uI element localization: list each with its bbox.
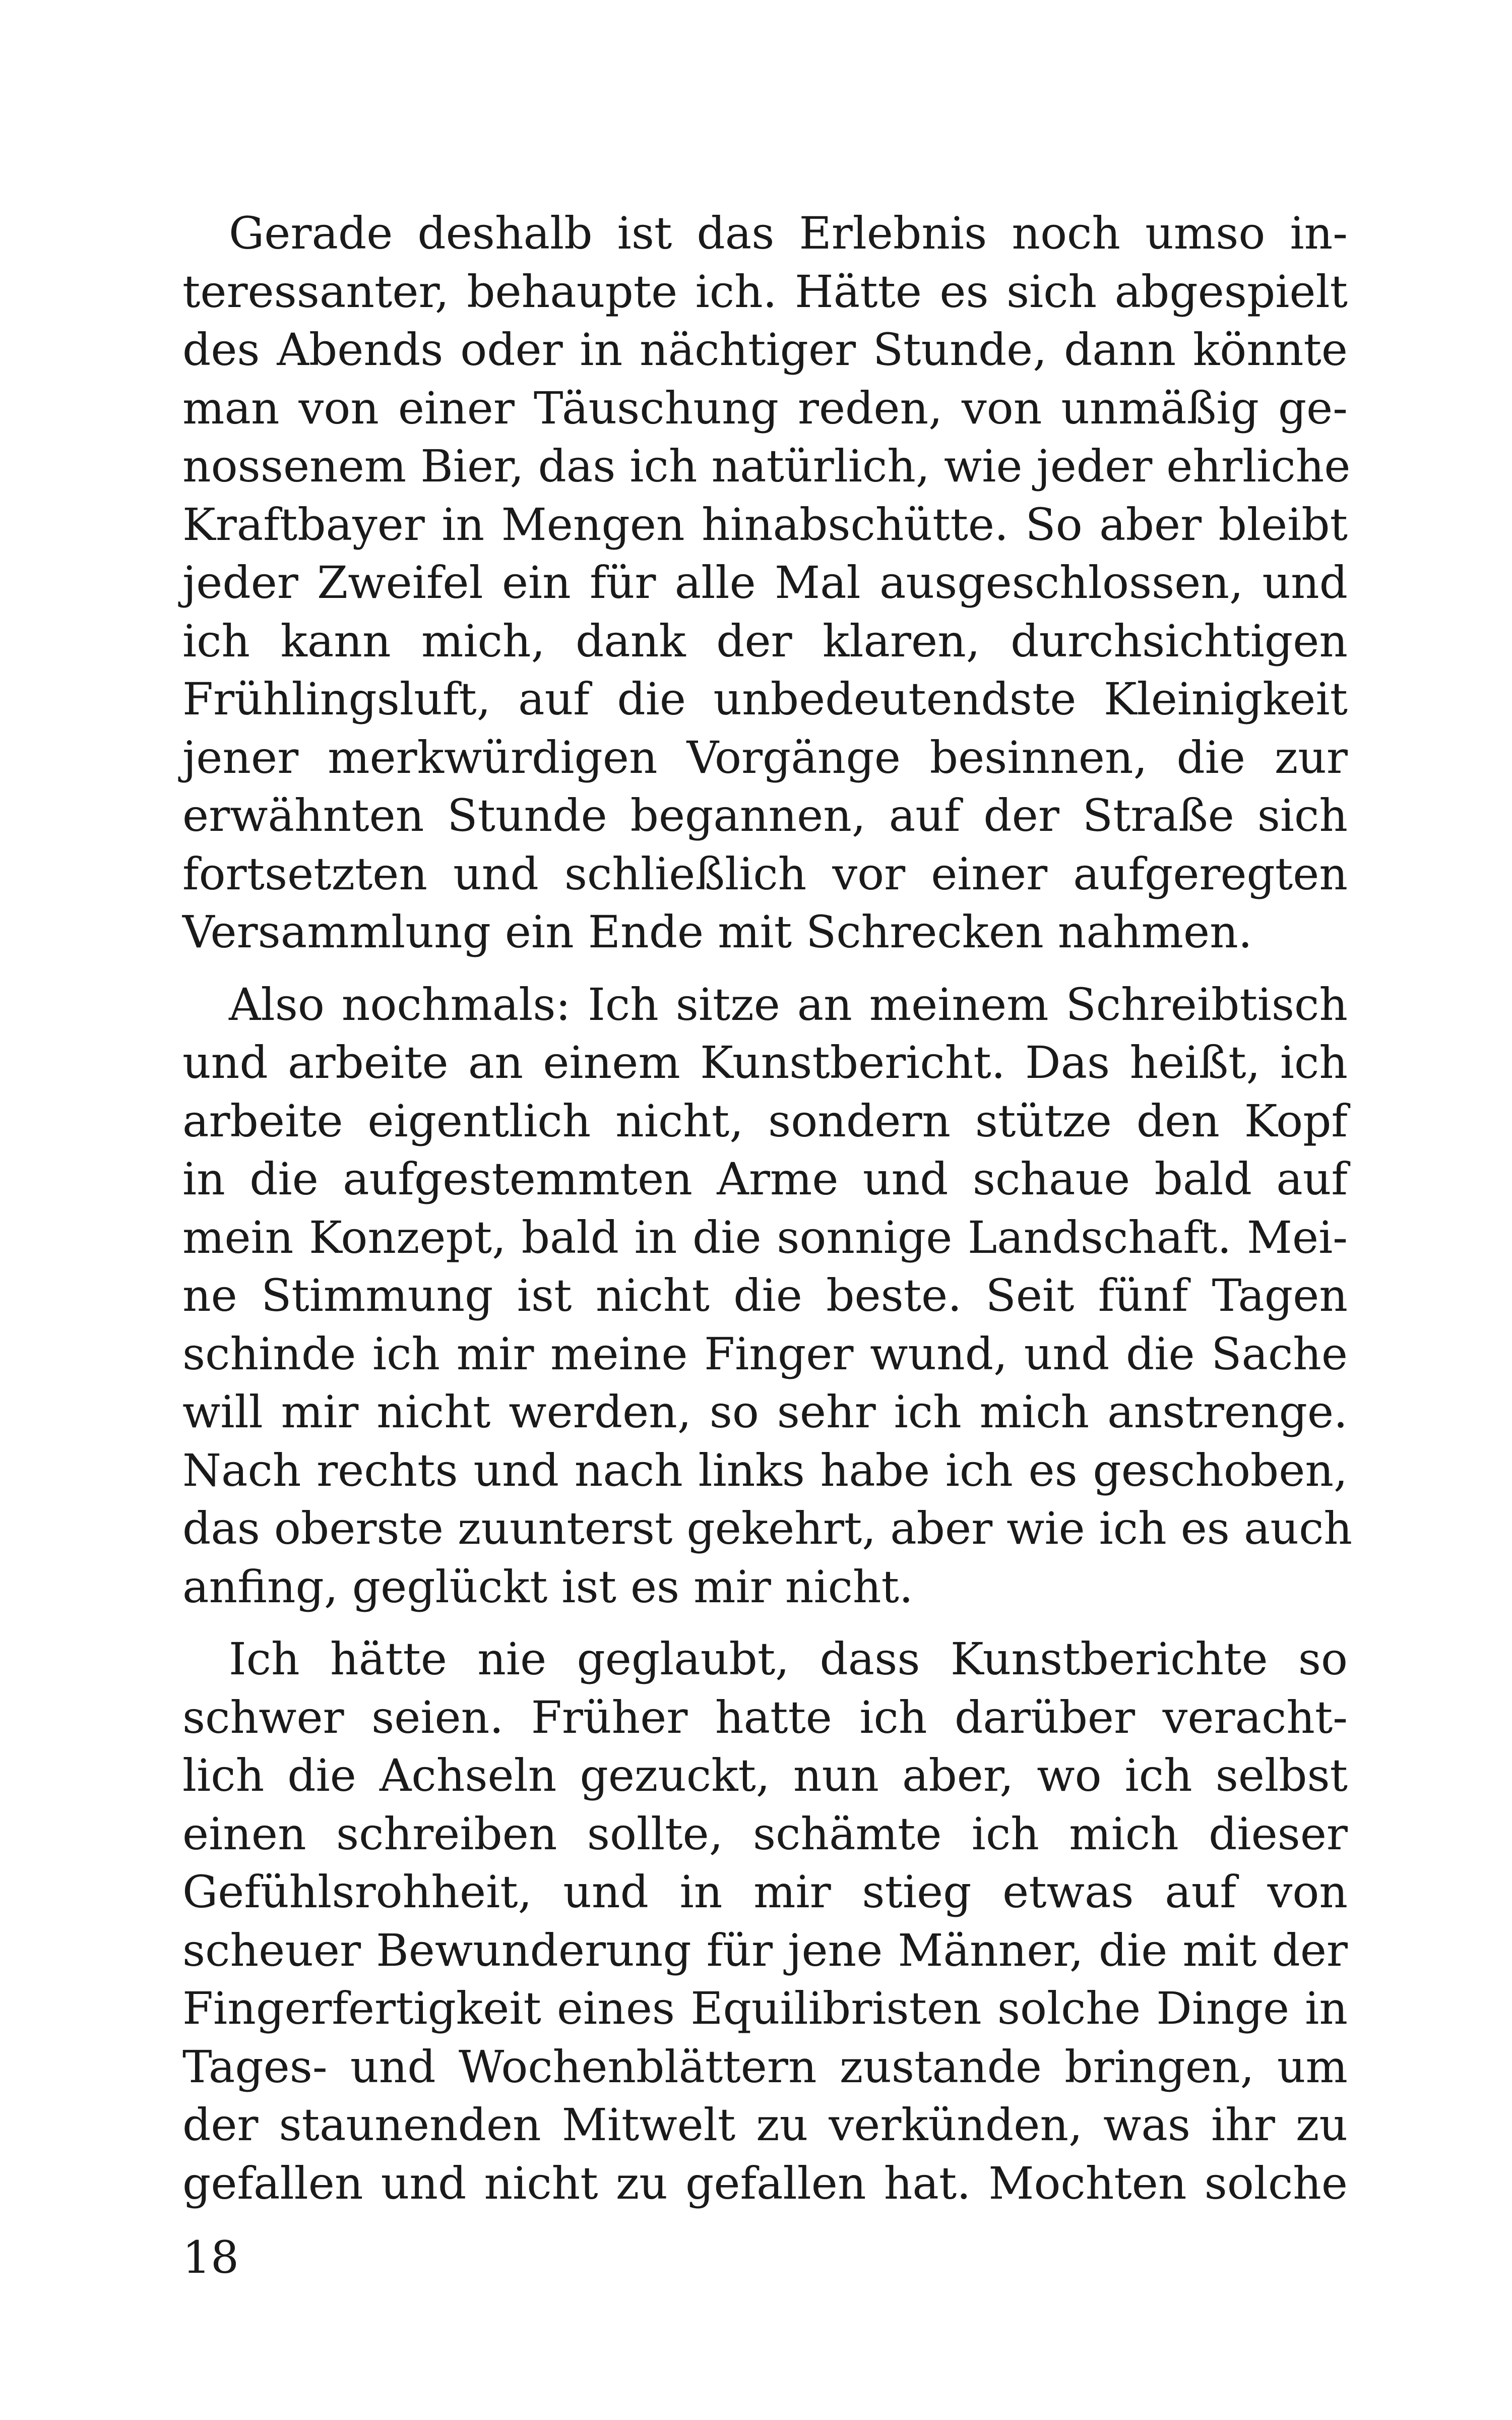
text-line: teressanter, behaupte ich. Hätte es sich abgespielt (182, 265, 1348, 318)
text-line: der staunenden Mitwelt zu verkünden, was ihr zu (182, 2099, 1348, 2151)
text-line: nossenem Bier, das ich natürlich, wie jeder ehrliche (182, 440, 1351, 492)
text-line: gefallen und nicht zu gefallen hat. Mochten solche (182, 2157, 1348, 2209)
text-line: schinde ich mir meine Finger wund, und die Sache (182, 1327, 1348, 1380)
text-line: jeder Zweifel ein für alle Mal ausgeschlossen, und (182, 557, 1348, 609)
text-line: in die aufgestemmten Arme und schaue bald auf (182, 1153, 1348, 1205)
text-line: Also nochmals: Ich sitze an meinem Schreibtisch (229, 978, 1348, 1031)
text-line: will mir nicht werden, so sehr ich mich anstrenge. (182, 1386, 1348, 1438)
text-line: ich kann mich, dank der klaren, durchsichtigen (182, 615, 1348, 667)
text-line: Gerade deshalb ist das Erlebnis noch umso in- (229, 207, 1348, 259)
text-line: man von einer Täuschung reden, von unmäßig ge- (182, 382, 1348, 434)
text-line: fortsetzten und schließlich vor einer aufgeregten (182, 848, 1348, 900)
body-text (182, 204, 1353, 2212)
page-number: 18 (182, 2231, 239, 2283)
text-line: arbeite eigentlich nicht, sondern stütze den Kopf (182, 1095, 1348, 1147)
text-line: und arbeite an einem Kunstbericht. Das heißt, ich (182, 1037, 1348, 1088)
paragraph-gap (182, 1616, 1348, 1630)
text-line: mein Konzept, bald in die sonnige Landschaft. Mei- (182, 1211, 1348, 1263)
text-line: Versammlung ein Ende mit Schrecken nahmen. (182, 906, 1252, 958)
text-line: lich die Achseln gezuckt, nun aber, wo ich selbst (182, 1749, 1348, 1801)
paragraph-gap (182, 961, 1348, 976)
text-line: Ich hätte nie geglaubt, dass Kunstberichte so (229, 1633, 1348, 1685)
text-line: jener merkwürdigen Vorgänge besinnen, die zur (182, 731, 1348, 783)
text-line: Tages- und Wochenblättern zustande bringen, um (182, 2040, 1348, 2093)
text-line: schwer seien. Früher hatte ich darüber veracht- (182, 1691, 1348, 1743)
text-line: Fingerfertigkeit eines Equilibristen solche Dinge in (182, 1982, 1348, 2034)
text-line: Gefühlsrohheit, und in mir stieg etwas auf von (182, 1866, 1348, 1918)
text-line: erwähnten Stunde begannen, auf der Straße sich (182, 790, 1348, 841)
text-line: Frühlingsluft, auf die unbedeutendste Kleinigkeit (182, 673, 1348, 725)
text-line: einen schreiben sollte, schämte ich mich dieser (182, 1807, 1348, 1860)
text-line: des Abends oder in nächtiger Stunde, dann könnte (182, 324, 1348, 376)
text-line: das oberste zuunterst gekehrt, aber wie ich es auch (182, 1502, 1353, 1554)
text-line: Kraftbayer in Mengen hinabschütte. So aber bleibt (182, 498, 1348, 551)
text-line: ne Stimmung ist nicht die beste. Seit fünf Tagen (182, 1269, 1348, 1321)
text-line: Nach rechts und nach links habe ich es geschoben, (182, 1444, 1348, 1496)
text-line: scheuer Bewunderung für jene Männer, die mit der (182, 1924, 1348, 1976)
text-line: anfing, geglückt ist es mir nicht. (182, 1560, 913, 1613)
